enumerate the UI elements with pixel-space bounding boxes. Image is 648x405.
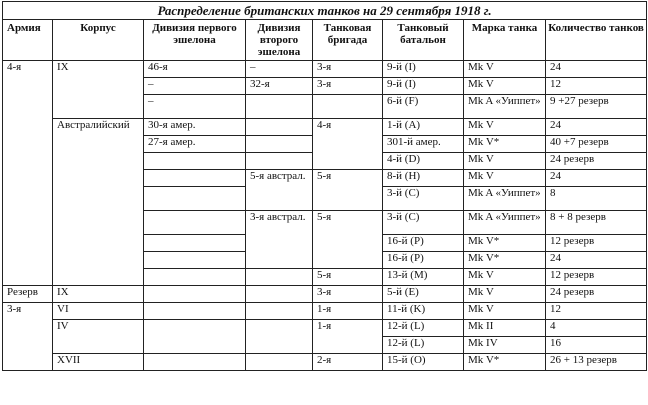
tank-count-cell: 24 [546,170,647,187]
tank-model-cell: Mk A «Уиппет» [464,187,546,211]
header-army: Армия [3,20,53,61]
second-echelon-cell [246,153,313,170]
tank-count-cell: 8 [546,187,647,211]
brigade-cell: 5-я [313,211,383,269]
battalion-cell: 12-й (L) [383,320,464,337]
tank-model-cell: Mk V* [464,252,546,269]
tank-count-cell: 24 [546,119,647,136]
battalion-cell: 8-й (H) [383,170,464,187]
battalion-cell: 1-й (A) [383,119,464,136]
corps-cell: IV [53,320,144,354]
table-row [3,303,647,320]
tank-model-cell: Mk V [464,119,546,136]
first-echelon-cell [144,187,246,211]
header-tank-model: Марка танка [464,20,546,61]
tank-count-cell: 24 резерв [546,286,647,303]
brigade-cell: 1-я [313,303,383,320]
second-echelon-cell [246,286,313,303]
tank-count-cell: 9 +27 резерв [546,95,647,119]
first-echelon-cell: 46-я [144,61,246,78]
first-echelon-cell [144,286,246,303]
tank-count-cell: 12 резерв [546,269,647,286]
tank-model-cell: Mk V [464,286,546,303]
corps-cell: XVII [53,354,144,371]
first-echelon-cell [144,269,246,286]
table-row [3,320,647,337]
brigade-cell: 3-я [313,78,383,95]
second-echelon-cell: 5-я австрал. [246,170,313,211]
brigade-cell: 2-я [313,354,383,371]
first-echelon-cell: 27-я амер. [144,136,246,153]
table-title: Распределение британских танков на 29 сентября 1918 г. [3,2,647,20]
tank-model-cell: Mk V [464,61,546,78]
tank-model-cell: Mk A «Уиппет» [464,95,546,119]
battalion-cell: 9-й (I) [383,78,464,95]
tank-count-cell: 24 [546,61,647,78]
tank-count-cell: 12 [546,303,647,320]
corps-cell: IX [53,61,144,119]
tank-count-cell: 24 [546,252,647,269]
header-battalion: Танковый батальон [383,20,464,61]
battalion-cell: 4-й (D) [383,153,464,170]
brigade-cell: 4-я [313,119,383,170]
second-echelon-cell [246,136,313,153]
army-cell: Резерв [3,286,53,303]
tank-model-cell: Mk II [464,320,546,337]
brigade-cell: 3-я [313,286,383,303]
second-echelon-cell [246,354,313,371]
brigade-cell: 5-я [313,170,383,211]
tank-model-cell: Mk V* [464,136,546,153]
tank-count-cell: 24 резерв [546,153,647,170]
battalion-cell: 12-й (L) [383,337,464,354]
tank-count-cell: 8 + 8 резерв [546,211,647,235]
army-cell: 3-я [3,303,53,371]
second-echelon-cell [246,303,313,320]
table-row [3,286,647,303]
header-brigade: Танковая бригада [313,20,383,61]
tank-count-cell: 40 +7 резерв [546,136,647,153]
brigade-cell [313,95,383,119]
tank-model-cell: Mk V [464,78,546,95]
first-echelon-cell [144,252,246,269]
second-echelon-cell [246,119,313,136]
tank-distribution-table [2,1,647,371]
first-echelon-cell [144,354,246,371]
tank-count-cell: 12 резерв [546,235,647,252]
battalion-cell: 16-й (P) [383,252,464,269]
tank-model-cell: Mk V* [464,354,546,371]
corps-cell: IX [53,286,144,303]
header-corps: Корпус [53,20,144,61]
second-echelon-cell: – [246,61,313,78]
table-row [3,61,647,78]
first-echelon-cell [144,211,246,235]
table-row [3,119,647,136]
first-echelon-cell [144,303,246,320]
tank-count-cell: 4 [546,320,647,337]
header-first-echelon: Дивизия первого эшелона [144,20,246,61]
brigade-cell: 3-я [313,61,383,78]
header-second-echelon: Дивизия второго эшелона [246,20,313,61]
battalion-cell: 6-й (F) [383,95,464,119]
tank-model-cell: Mk V [464,153,546,170]
battalion-cell: 5-й (E) [383,286,464,303]
second-echelon-cell [246,320,313,354]
battalion-cell: 13-й (M) [383,269,464,286]
corps-cell: VI [53,303,144,320]
table-row [3,354,647,371]
corps-cell: Австралийский [53,119,144,286]
brigade-cell: 1-я [313,320,383,354]
tank-count-cell: 26 + 13 резерв [546,354,647,371]
tank-model-cell: Mk V* [464,235,546,252]
first-echelon-cell [144,320,246,354]
first-echelon-cell [144,170,246,187]
first-echelon-cell: 30-я амер. [144,119,246,136]
tank-model-cell: Mk IV [464,337,546,354]
second-echelon-cell [246,95,313,119]
first-echelon-cell: – [144,78,246,95]
first-echelon-cell [144,153,246,170]
battalion-cell: 301-й амер. [383,136,464,153]
battalion-cell: 3-й (C) [383,211,464,235]
battalion-cell: 9-й (I) [383,61,464,78]
battalion-cell: 15-й (O) [383,354,464,371]
header-tank-count: Количество танков [546,20,647,61]
second-echelon-cell [246,269,313,286]
second-echelon-cell: 3-я австрал. [246,211,313,269]
first-echelon-cell [144,235,246,252]
tank-model-cell: Mk V [464,170,546,187]
battalion-cell: 11-й (K) [383,303,464,320]
tank-model-cell: Mk A «Уиппет» [464,211,546,235]
battalion-cell: 3-й (C) [383,187,464,211]
tank-count-cell: 12 [546,78,647,95]
brigade-cell: 5-я [313,269,383,286]
tank-model-cell: Mk V [464,303,546,320]
tank-model-cell: Mk V [464,269,546,286]
second-echelon-cell: 32-я [246,78,313,95]
army-cell: 4-я [3,61,53,286]
tank-count-cell: 16 [546,337,647,354]
first-echelon-cell: – [144,95,246,119]
battalion-cell: 16-й (P) [383,235,464,252]
